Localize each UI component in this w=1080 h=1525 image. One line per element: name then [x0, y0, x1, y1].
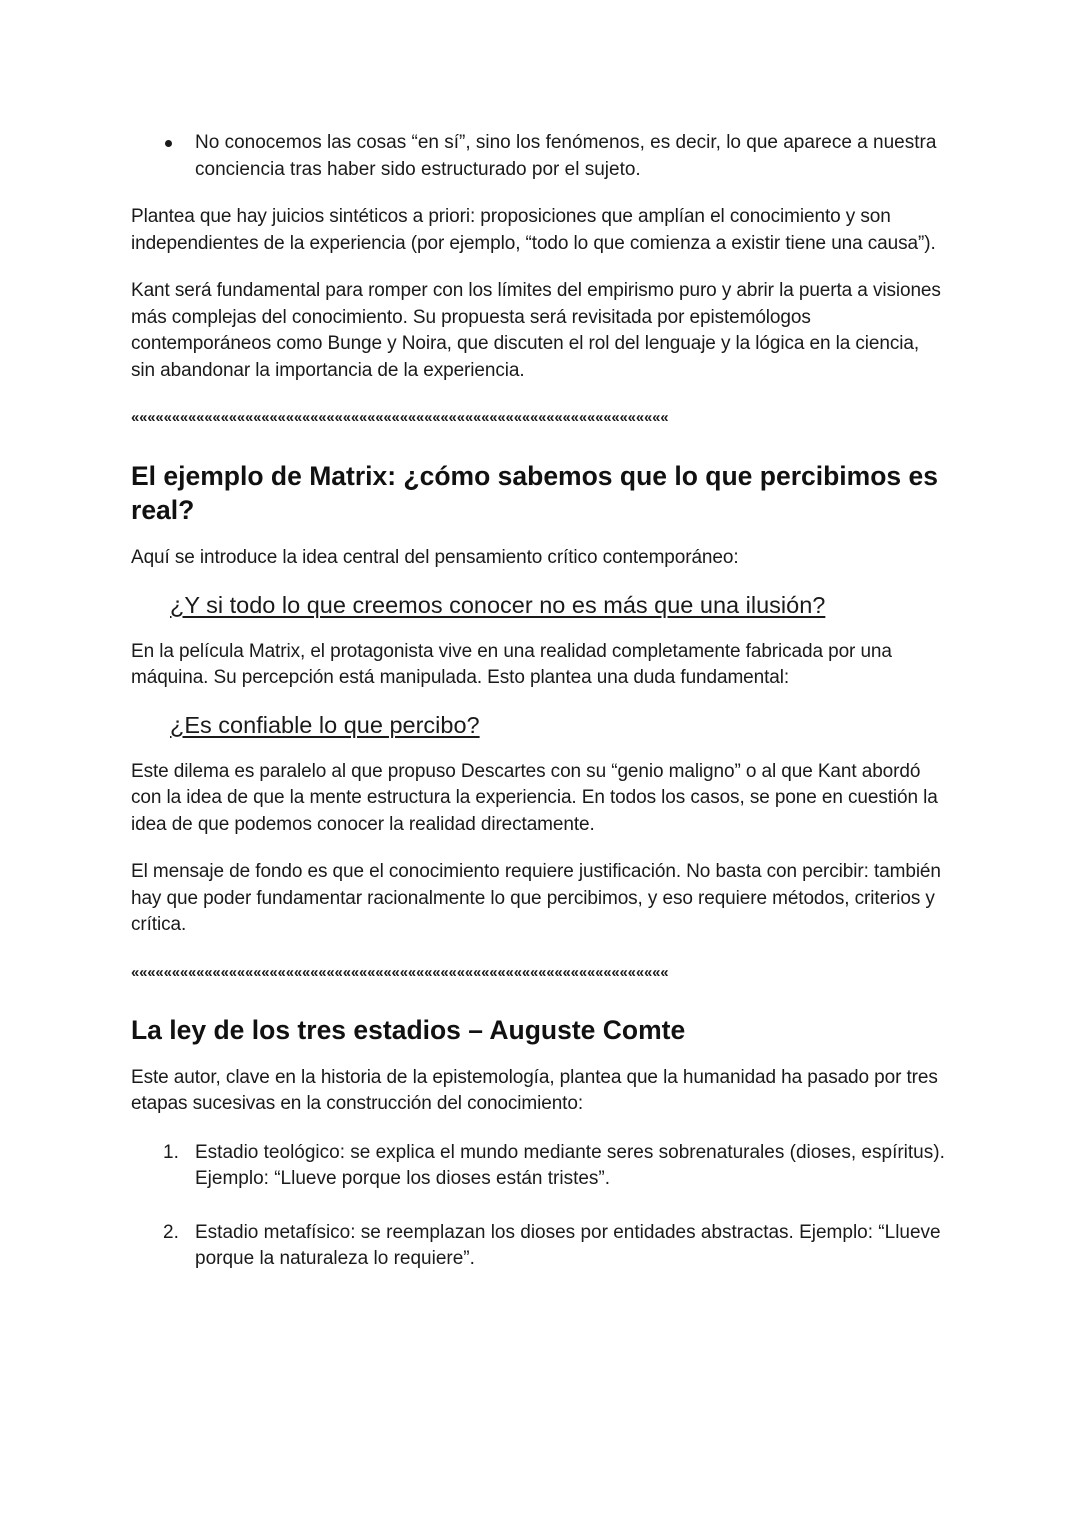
bullet-item [131, 130, 946, 183]
paragraph-matrix-film: En la película Matrix, el protagonista vive en una realidad completamente fabricada por una máquina. Su percepción está manipulada. Esto plantea una duda fundamental: [131, 640, 892, 688]
highlighted-question-reliable: ¿Es confiable lo que percibo? [170, 711, 480, 738]
bullet-icon [165, 140, 172, 147]
paragraph-matrix-dilemma: Este dilema es paralelo al que propuso Descartes con su “genio maligno” o al que Kant abordó con la idea de que la mente estructura la experiencia. En todos los casos, se pone en cuestión la idea de que podemos conocer la realidad directamente. [131, 760, 938, 835]
paragraph-matrix-message: El mensaje de fondo es que el conocimiento requiere justificación. No basta con percibir: también hay que poder fundamentar racionalmente lo que percibimos, y eso requiere métodos, criterios y crítica. [131, 861, 941, 935]
section-heading-matrix: El ejemplo de Matrix: ¿cómo sabemos que lo que percibimos es real? [131, 461, 938, 525]
paragraph-comte-intro: Este autor, clave en la historia de la epistemología, plantea que la humanidad ha pasado por tres etapas sucesivas en la construcción del conocimiento: [131, 1066, 938, 1114]
stage-item-theological [131, 1140, 946, 1193]
separator-line: «««««««««««««««««««««««««««««««««««««««««««««««««««««««««««««««««« [131, 409, 669, 426]
paragraph-synthetic-judgments: Plantea que hay juicios sintéticos a priori: proposiciones que amplían el conocimiento y son independientes de la experiencia (por ejemplo, “todo lo que comienza a existir tiene una causa”). [131, 206, 936, 254]
stage-item-metaphysical [131, 1220, 946, 1273]
stages-list [131, 1140, 946, 1273]
list-number: 1. [163, 1141, 179, 1163]
stage-text: Estadio teológico: se explica el mundo mediante seres sobrenaturales (dioses, espíritus). Ejemplo: “Llueve porque los dioses están tristes”. [195, 1141, 945, 1189]
document-page [131, 130, 946, 1273]
bullet-text: No conocemos las cosas “en sí”, sino los fenómenos, es decir, lo que aparece a nuestra conciencia tras haber sido estructurado por el sujeto. [195, 132, 937, 180]
paragraph-kant-importance: Kant será fundamental para romper con los límites del empirismo puro y abrir la puerta a visiones más complejas del conocimiento. Su propuesta será revisitada por epistemólogos contemporáneos como Bunge y Noira, que discuten el rol del lenguaje y la lógica en la ciencia, sin abandonar la importancia de la experiencia. [131, 280, 941, 381]
list-number: 2. [163, 1221, 179, 1243]
paragraph-matrix-intro: Aquí se introduce la idea central del pensamiento crítico contemporáneo: [131, 547, 739, 568]
separator-line: «««««««««««««««««««««««««««««««««««««««««««««««««««««««««««««««««« [131, 963, 669, 981]
stage-text: Estadio metafísico: se reemplazan los dioses por entidades abstractas. Ejemplo: “Llueve porque la naturaleza lo requiere”. [195, 1221, 941, 1269]
bullet-list [131, 130, 946, 183]
highlighted-question-illusion: ¿Y si todo lo que creemos conocer no es más que una ilusión? [170, 591, 826, 618]
section-heading-comte: La ley de los tres estadios – Auguste Comte [131, 1014, 686, 1045]
